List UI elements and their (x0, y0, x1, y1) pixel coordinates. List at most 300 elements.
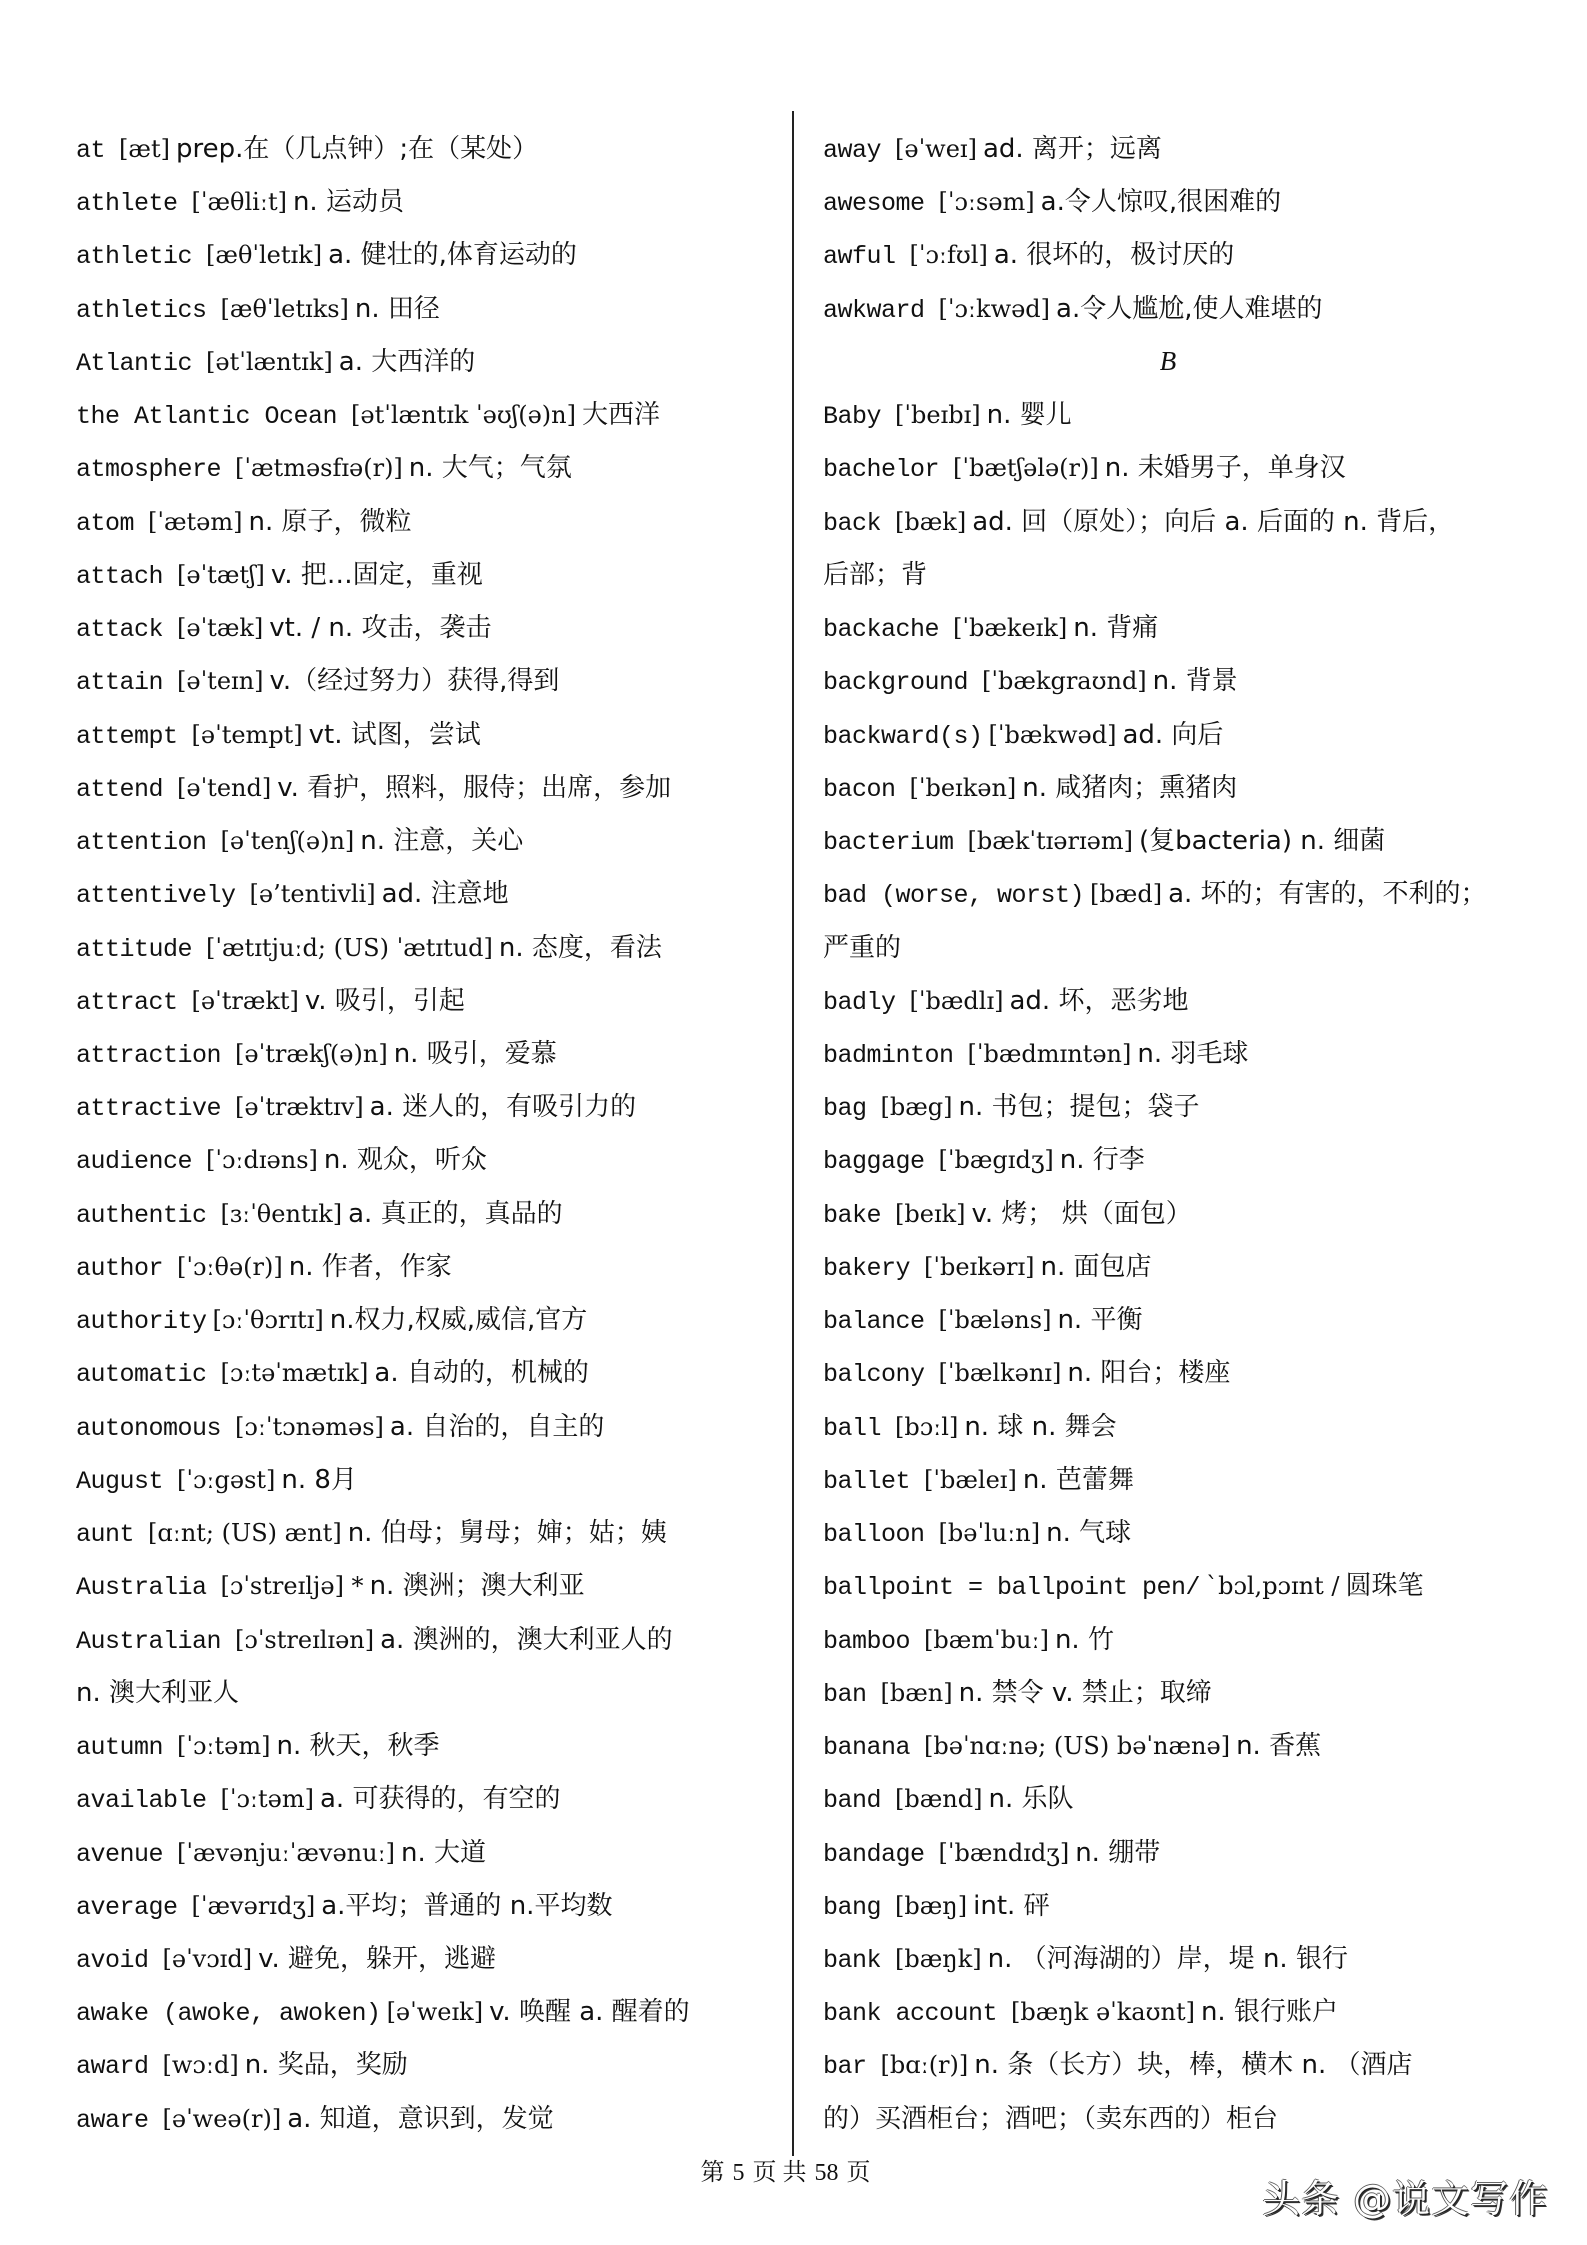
headword: bad (worse, worst) (823, 881, 1085, 911)
definition: int. 砰 (973, 1890, 1050, 1921)
definition: a. 知道，意识到，发觉 (287, 2103, 554, 2134)
section-heading-b: B (1159, 345, 1177, 376)
entry-badly (823, 974, 1543, 1027)
entry-balloon (823, 1506, 1543, 1559)
phonetic: [əˈvɔɪd] (162, 1944, 253, 1973)
definition: a. 自治的，自主的 (389, 1411, 605, 1442)
phonetic: [ˈɔːtəm] (220, 1785, 314, 1814)
entry-average (76, 1879, 776, 1932)
phonetic: [əˈtræktɪv] (235, 1093, 364, 1122)
phonetic: [ˈɔːfʊl] (909, 241, 988, 270)
definition: 严重的 (823, 932, 902, 963)
footer-total-pages: 58 (814, 2160, 839, 2186)
definition: n.权力,权威,威信,官方 (329, 1305, 588, 1336)
phonetic: [æt] (119, 135, 170, 163)
entry-bang (823, 1879, 1543, 1932)
headword: bachelor (823, 455, 940, 485)
headword: bacterium (823, 828, 954, 858)
phonetic: [ˈɔːkwəd] (938, 294, 1051, 323)
entry-ban (823, 1666, 1543, 1719)
phonetic: [beɪk] (895, 1199, 966, 1228)
definition: n. 奖品，奖励 (244, 2050, 408, 2081)
entry-baby (823, 388, 1543, 441)
definition: ad. 注意地 (381, 879, 509, 910)
headword: bacon (823, 774, 896, 804)
headword: bank account (823, 1999, 998, 2029)
headword: background (823, 668, 969, 698)
phonetic: [wɔːd] (162, 2051, 239, 2080)
headword: awake (awoke, awoken) (76, 1999, 381, 2029)
definition: n. 大道 (401, 1837, 487, 1868)
phonetic: [əˈteɪn] (177, 667, 264, 696)
phonetic: [əˈweɪk] (386, 1998, 484, 2027)
entry-avenue (76, 1826, 776, 1879)
entry-authentic (76, 1187, 776, 1240)
definition: ad. 回（原处）；向后 a. 后面的 n. 背后， (972, 506, 1455, 537)
phonetic: [ɔːˈθɔrɪtɪ] (212, 1306, 324, 1335)
phonetic: [bæg] (880, 1093, 953, 1122)
headword: audience (76, 1147, 193, 1177)
phonetic: [ˈbælkənɪ] (938, 1359, 1062, 1388)
entry-bacterium (823, 814, 1543, 867)
entry-attend (76, 761, 776, 814)
phonetic: [əˈtrækt] (191, 986, 299, 1015)
headword: attractive (76, 1094, 222, 1124)
definition: 后部；背 (823, 559, 928, 590)
headword: away (823, 136, 882, 165)
entry-autumn (76, 1719, 776, 1772)
entry-attack (76, 601, 776, 654)
headword: backache (823, 615, 940, 645)
entry-author (76, 1240, 776, 1293)
phonetic: [əˈtempt] (191, 720, 303, 749)
phonetic: [æθˈletɪks] (220, 294, 349, 323)
definition: vt. 试图，尝试 (308, 719, 481, 750)
phonetic: [bæŋk əˈkaʊnt] (1011, 1998, 1195, 2027)
headword: awesome (823, 189, 925, 219)
headword: attack (76, 615, 164, 645)
entry-attract (76, 974, 776, 1027)
phonetic: [əˈtæk] (177, 614, 264, 643)
definition: n. 芭蕾舞 (1022, 1464, 1134, 1495)
headword: bakery (823, 1253, 911, 1283)
phonetic: [ˈætəm] (148, 507, 243, 536)
entry-available (76, 1772, 776, 1825)
definition: n. 澳洲；澳大利亚 (369, 1571, 585, 1602)
phonetic: [ˈɔːdɪəns] (206, 1146, 318, 1175)
headword: at (76, 136, 106, 165)
headword: attach (76, 561, 164, 591)
definition: n. 态度，看法 (498, 932, 662, 963)
phonetic: [ˈætməsfɪə(r)] (235, 454, 403, 483)
headword: ballpoint = ballpoint pen/ (823, 1573, 1201, 1603)
headword: banana (823, 1733, 911, 1763)
entry-badminton (823, 1027, 1543, 1080)
definition: a. 健壮的,体育运动的 (328, 240, 577, 271)
phonetic: [ˈbæleɪ] (924, 1465, 1017, 1494)
entry-bar-continued (823, 2092, 1543, 2145)
headword: atom (76, 508, 135, 538)
headword: awful (823, 242, 896, 272)
definition: n. 观众，听众 (323, 1145, 487, 1176)
phonetic: [ˈbækeɪk] (953, 614, 1068, 643)
headword: bandage (823, 1839, 925, 1869)
definition: n. 平衡 (1057, 1305, 1143, 1336)
phonetic: [ˈbægɪdʒ] (938, 1146, 1054, 1175)
phonetic: [əˈtætʃ] (177, 560, 265, 589)
entry-attraction (76, 1027, 776, 1080)
entry-automatic (76, 1346, 776, 1399)
entry-balance (823, 1293, 1543, 1346)
phonetic: [əˈweə(r)] (162, 2104, 282, 2133)
entry-atmosphere (76, 441, 776, 494)
phonetic: [ˈbeɪbɪ] (895, 401, 981, 430)
phonetic: [ɔˈstreɪlɪən] (235, 1625, 375, 1654)
right-column (823, 122, 1543, 2145)
phonetic: [ˈætɪtjuːd; (US) ˈætɪtud] (206, 933, 493, 962)
entry-awesome (823, 175, 1543, 228)
definition: v. 看护，照料，服侍；出席，参加 (277, 772, 672, 803)
headword: badly (823, 987, 896, 1017)
entry-bag (823, 1080, 1543, 1133)
phonetic: [bæn] (880, 1678, 953, 1707)
headword: athletics (76, 295, 207, 325)
headword: bake (823, 1200, 882, 1230)
entry-bacon (823, 761, 1543, 814)
definition: v.（经过努力）获得,得到 (269, 666, 560, 697)
headword: award (76, 2052, 149, 2082)
definition: a. 澳洲的，澳大利亚人的 (380, 1624, 673, 1655)
phonetic: [əˈtend] (177, 773, 272, 802)
phonetic: [bæk] (895, 507, 967, 536)
headword: bang (823, 1892, 882, 1922)
phonetic: [ˈbædlɪ] (909, 986, 1004, 1015)
entry-athlete (76, 175, 776, 228)
phonetic: [bæŋk] (895, 1944, 982, 1973)
definition: 大西洋 (582, 400, 661, 431)
headword: badminton (823, 1040, 954, 1070)
definition: n. 伯母；舅母；婶；姑；姨 (347, 1518, 667, 1549)
phonetic: [əˈtenʃ(ə)n] (220, 827, 355, 856)
entry-bakery (823, 1240, 1543, 1293)
definition: n. 注意，关心 (360, 826, 524, 857)
headword: aware (76, 2105, 149, 2135)
definition: n. 绷带 (1075, 1837, 1161, 1868)
phonetic: [ɑːnt; (US) ænt] (148, 1519, 342, 1548)
phonetic: [ətˈlæntɪk ˈəʊʃ(ə)n] (351, 401, 576, 430)
headword: autonomous (76, 1413, 222, 1443)
headword: baggage (823, 1147, 925, 1177)
definition: n. 阳台；楼座 (1067, 1358, 1231, 1389)
definition: a. 坏的；有害的，不利的； (1168, 879, 1487, 910)
phonetic: [ˈævərɪdʒ] (191, 1891, 316, 1920)
definition: n. 禁令 v. 禁止；取缔 (958, 1677, 1212, 1708)
headword: authentic (76, 1200, 207, 1230)
definition: v. 烤； 烘（面包） (971, 1198, 1192, 1229)
phonetic: [bækˈtɪərɪəm] (967, 827, 1133, 856)
headword: autumn (76, 1733, 164, 1763)
headword: attend (76, 774, 164, 804)
headword: balance (823, 1307, 925, 1337)
headword: author (76, 1253, 164, 1283)
headword: ball (823, 1413, 882, 1443)
definition: n. 背痛 (1073, 613, 1159, 644)
entry-attentively (76, 867, 776, 920)
entry-balcony (823, 1346, 1543, 1399)
entry-bake (823, 1187, 1543, 1240)
entry-award (76, 2038, 776, 2091)
definition: n. 原子，微粒 (248, 506, 412, 537)
entry-bad-continued (823, 921, 1543, 974)
phonetic: [ə’tentivli] (249, 880, 376, 909)
definition: n. 大气；气氛 (408, 453, 572, 484)
definition: ad. 向后 (1122, 719, 1224, 750)
headword: Baby (823, 402, 882, 432)
phonetic: [bəˈnɑːnə; (US) bəˈnænə] (924, 1732, 1231, 1761)
phonetic: [əˈweɪ] (895, 135, 977, 163)
entry-attain (76, 654, 776, 707)
headword: band (823, 1786, 882, 1816)
phonetic: [ɔˈstreɪljə] * (220, 1572, 364, 1601)
phonetic: [bæŋ] (895, 1891, 968, 1920)
definition: n. （河海湖的）岸，堤 n. 银行 (987, 1943, 1348, 1974)
definition: n. 田径 (354, 293, 440, 324)
entry-awkward (823, 282, 1543, 335)
entry-away (823, 122, 1543, 175)
entry-ball (823, 1400, 1543, 1453)
definition: n. 背景 (1152, 666, 1238, 697)
definition: a.令人惊叹,很困难的 (1040, 187, 1282, 218)
headword: bamboo (823, 1626, 911, 1656)
phonetic: [ɔːˈtɔnəməs] (235, 1412, 384, 1441)
definition: prep.在（几点钟）;在（某处） (175, 134, 539, 164)
phonetic: [ˈbæləns] (938, 1306, 1052, 1335)
definition: a. 真正的，真品的 (348, 1198, 563, 1229)
headword: attentively (76, 881, 236, 911)
headword: ban (823, 1679, 867, 1709)
headword: avenue (76, 1839, 164, 1869)
phonetic: [ˈbændɪdʒ] (938, 1838, 1070, 1867)
definition: n. 条（长方）块，棒，横木 n. （酒店 (974, 2050, 1413, 2081)
definition: n. 作者，作家 (288, 1251, 452, 1282)
headword: Australian (76, 1626, 222, 1656)
phonetic: [bænd] (895, 1785, 983, 1814)
definition: 的）买酒柜台；酒吧；（卖东西的）柜台 (823, 2103, 1279, 2134)
entry-avoid (76, 1932, 776, 1985)
headword: bar (823, 2052, 867, 2082)
definition: n. 球 n. 舞会 (964, 1411, 1117, 1442)
phonetic: [bɑː(r)] (880, 2051, 969, 2080)
phonetic: [ɔːtəˈmætɪk] (220, 1359, 369, 1388)
headword: athlete (76, 189, 178, 219)
entry-aunt (76, 1506, 776, 1559)
entry-australian (76, 1613, 776, 1666)
entry-australian-continued (76, 1666, 776, 1719)
entry-australia (76, 1559, 776, 1612)
definition: n. 竹 (1054, 1624, 1114, 1655)
definition: n. 8月 (281, 1464, 357, 1495)
definition: n. 吸引，爱慕 (393, 1038, 557, 1069)
phonetic: [bəˈluːn] (938, 1519, 1041, 1548)
entry-back (823, 495, 1543, 548)
definition: n. 面包店 (1040, 1251, 1152, 1282)
entry-atlantic-ocean (76, 388, 776, 441)
headword: attention (76, 828, 207, 858)
entry-audience (76, 1133, 776, 1186)
column-divider (792, 111, 794, 2156)
entry-banana (823, 1719, 1543, 1772)
entry-background (823, 654, 1543, 707)
definition: n. 咸猪肉；熏猪肉 (1022, 772, 1238, 803)
footer-suffix: 页 (846, 2160, 871, 2186)
definition: ad. 离开；远离 (982, 134, 1162, 164)
headword: balloon (823, 1520, 925, 1550)
definition: a. 大西洋的 (338, 346, 476, 377)
entry-baggage (823, 1133, 1543, 1186)
phonetic: [bæd] (1090, 880, 1163, 909)
phonetic: [ˈɔːtəm] (177, 1732, 271, 1761)
definition: a. 自动的，机械的 (374, 1358, 589, 1389)
headword: balcony (823, 1360, 925, 1390)
entry-attention (76, 814, 776, 867)
headword: available (76, 1786, 207, 1816)
headword: authority (76, 1307, 207, 1337)
footer-current-page: 5 (732, 2160, 745, 2186)
entry-bachelor (823, 441, 1543, 494)
definition: n. 秋天，秋季 (276, 1731, 440, 1762)
phonetic: [ɜːˈθentɪk] (220, 1199, 343, 1228)
definition: vt. / n. 攻击，袭击 (269, 613, 492, 644)
headword: attract (76, 987, 178, 1017)
entry-attach (76, 548, 776, 601)
phonetic: [ˈbækgraʊnd] (982, 667, 1147, 696)
headword: attraction (76, 1040, 222, 1070)
entry-atlantic (76, 335, 776, 388)
definition: 圆珠笔 (1345, 1571, 1424, 1602)
headword: attempt (76, 721, 178, 751)
definition: a. 可获得的，有空的 (320, 1784, 561, 1815)
phonetic: [æθˈletɪk] (206, 241, 323, 270)
headword: bag (823, 1094, 867, 1124)
headword: the Atlantic Ocean (76, 402, 338, 432)
entry-at (76, 122, 776, 175)
phonetic: [ˈæθliːt] (191, 188, 287, 217)
headword: August (76, 1466, 164, 1496)
headword: athletic (76, 242, 193, 272)
entry-bank-account (823, 1985, 1543, 2038)
headword: Atlantic (76, 348, 193, 378)
phonetic: [ˈbækwəd] (988, 720, 1117, 749)
entry-athletic (76, 228, 776, 281)
definition: n. 行李 (1059, 1145, 1145, 1176)
definition: n. 书包；提包；袋子 (958, 1092, 1200, 1123)
entry-awful (823, 228, 1543, 281)
entry-authority (76, 1293, 776, 1346)
entry-bandage (823, 1826, 1543, 1879)
entry-aware (76, 2092, 776, 2145)
definition: n. 银行账户 (1200, 1997, 1338, 2028)
entry-bamboo (823, 1613, 1543, 1666)
definition: n. 香蕉 (1236, 1731, 1322, 1762)
phonetic: [ˈbeɪkən] (909, 773, 1017, 802)
phonetic: [ˈɔːsəm] (938, 188, 1035, 217)
headword: atmosphere (76, 455, 222, 485)
headword: average (76, 1892, 178, 1922)
phonetic: [əˈtrækʃ(ə)n] (235, 1039, 388, 1068)
entry-bar (823, 2038, 1543, 2091)
definition: n. 婴儿 (986, 400, 1072, 431)
headword: automatic (76, 1360, 207, 1390)
entry-ballpoint (823, 1559, 1543, 1612)
phonetic: [ˈɔːθə(r)] (177, 1252, 283, 1281)
definition: v. 唤醒 a. 醒着的 (489, 1997, 690, 2028)
headword: Australia (76, 1573, 207, 1603)
entry-backache (823, 601, 1543, 654)
definition: a.令人尴尬,使人难堪的 (1056, 293, 1323, 324)
footer-prefix: 第 (700, 2160, 725, 2186)
definition: a.平均；普通的 n.平均数 (321, 1890, 613, 1921)
definition: n. 乐队 (988, 1784, 1074, 1815)
phonetic: [ˈævənjuːˈævənuː] (177, 1838, 396, 1867)
entry-athletics (76, 282, 776, 335)
entry-back-continued (823, 548, 1543, 601)
definition: ad. 坏，恶劣地 (1009, 985, 1189, 1016)
phonetic: [ˈbeɪkərɪ] (924, 1252, 1035, 1281)
footer-mid: 页 共 (752, 2160, 807, 2186)
entry-attitude (76, 921, 776, 974)
headword: bank (823, 1945, 882, 1975)
headword: ballet (823, 1466, 911, 1496)
entry-ballet (823, 1453, 1543, 1506)
entry-autonomous (76, 1400, 776, 1453)
entry-awake (76, 1985, 776, 2038)
phonetic: [bɔːl] (895, 1412, 959, 1441)
phonetic: [bæmˈbuː] (924, 1625, 1049, 1654)
watermark: 头条 @说文写作 (1262, 2177, 1549, 2221)
definition: n. 气球 (1046, 1518, 1132, 1549)
phonetic: [ətˈlæntɪk] (206, 347, 333, 376)
entry-bank (823, 1932, 1543, 1985)
entry-attractive (76, 1080, 776, 1133)
phonetic: [ˈbædmɪntən] (967, 1039, 1132, 1068)
headword: backward(s) (823, 721, 983, 751)
phonetic: [ˈɔːgəst] (177, 1465, 276, 1494)
left-column (76, 122, 776, 2145)
definition: n. 运动员 (292, 187, 404, 218)
headword: attain (76, 668, 164, 698)
phonetic: [ˈbætʃələ(r)] (953, 454, 1099, 483)
definition: v. 吸引，引起 (304, 985, 465, 1016)
entry-bad (823, 867, 1543, 920)
entry-august (76, 1453, 776, 1506)
entry-atom (76, 495, 776, 548)
entry-attempt (76, 708, 776, 761)
definition: v. 把…固定，重视 (270, 559, 483, 590)
phonetic: `bɔl,pɔɪnt / (1206, 1572, 1340, 1601)
headword: aunt (76, 1520, 135, 1550)
headword: awkward (823, 295, 925, 325)
definition: a. 很坏的，极讨厌的 (993, 240, 1235, 271)
definition: a. 迷人的，有吸引力的 (369, 1092, 637, 1123)
definition: (复bacteria) n. 细菌 (1138, 826, 1386, 857)
entry-backwards (823, 708, 1543, 761)
definition: n. 澳大利亚人 (76, 1677, 240, 1708)
definition: n. 羽毛球 (1137, 1038, 1249, 1069)
headword: avoid (76, 1945, 149, 1975)
definition: v. 避免，躲开，逃避 (258, 1943, 496, 1974)
headword: attitude (76, 934, 193, 964)
definition: n. 未婚男子，单身汉 (1104, 453, 1346, 484)
